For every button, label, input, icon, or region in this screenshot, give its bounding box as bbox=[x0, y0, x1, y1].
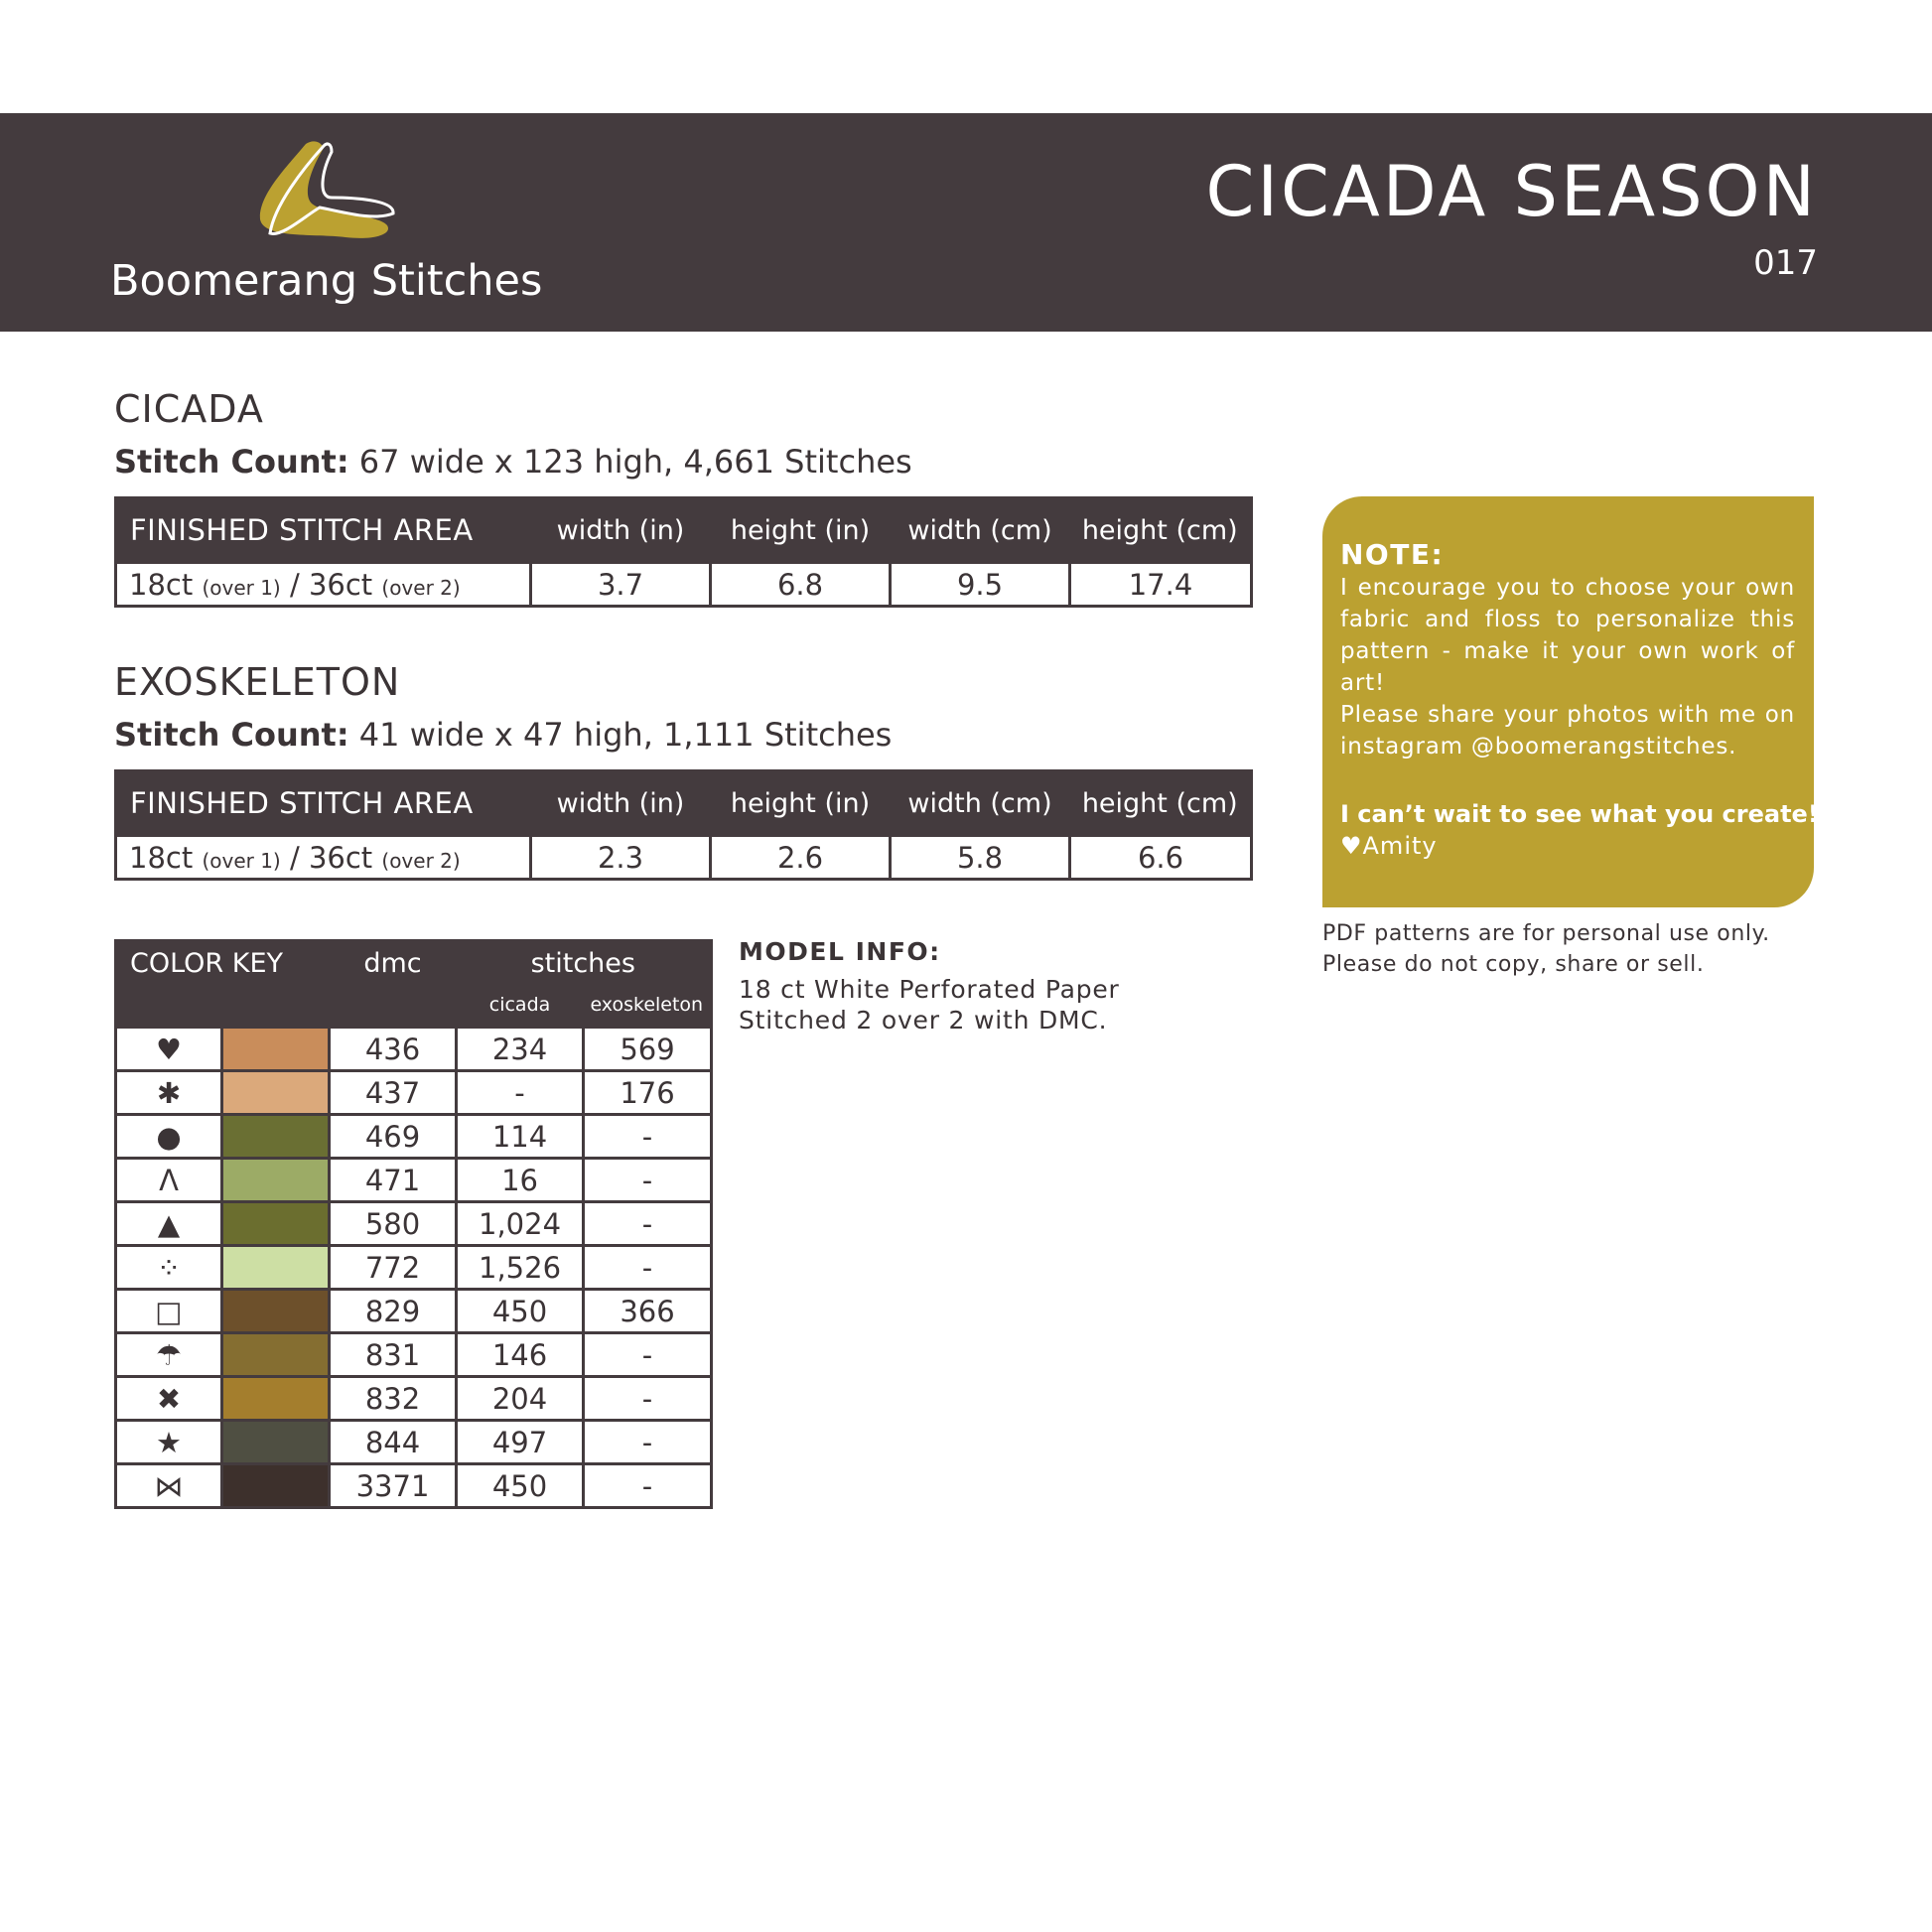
fabric-count-b: 36ct bbox=[308, 840, 373, 875]
table-cell: 2.6 bbox=[711, 836, 891, 880]
heart-icon: ♥ bbox=[116, 1028, 222, 1071]
table-header-row bbox=[116, 771, 1252, 836]
table-row bbox=[116, 1028, 712, 1071]
disclaimer-line: Please do not copy, share or sell. bbox=[1322, 952, 1705, 977]
color-swatch bbox=[222, 1028, 330, 1071]
exoskeleton-stitch-count: - bbox=[584, 1421, 712, 1464]
color-swatch bbox=[222, 1071, 330, 1115]
stitches-header: stitches bbox=[457, 941, 712, 985]
color-key-table bbox=[114, 939, 713, 1509]
table-row bbox=[116, 563, 1252, 607]
note-paragraph: Please share your photos with me on instagram @boomerangstitches. bbox=[1340, 702, 1795, 759]
cicada-stitch-count: 234 bbox=[457, 1028, 584, 1071]
table-cell: 6.8 bbox=[711, 563, 891, 607]
table-cell: 17.4 bbox=[1070, 563, 1252, 607]
exoskeleton-stitch-count: - bbox=[584, 1464, 712, 1508]
color-key-subheader-row bbox=[116, 984, 712, 1028]
circle-icon: ● bbox=[116, 1115, 222, 1159]
color-key-title: COLOR KEY bbox=[116, 941, 330, 985]
stitch-count-label: Stitch Count: bbox=[114, 716, 349, 754]
table-row bbox=[116, 1421, 712, 1464]
table-header: FINISHED STITCH AREA bbox=[116, 771, 531, 836]
mushroom-icon: ☂ bbox=[116, 1333, 222, 1377]
dmc-number: 831 bbox=[330, 1333, 457, 1377]
dmc-number: 436 bbox=[330, 1028, 457, 1071]
color-swatch bbox=[222, 1290, 330, 1333]
fabric-count-a-note: (over 1) bbox=[202, 575, 281, 600]
table-row bbox=[116, 1464, 712, 1508]
fabric-count-a-note: (over 1) bbox=[202, 848, 281, 873]
exoskeleton-stitch-count: 569 bbox=[584, 1028, 712, 1071]
fabric-count-b-note: (over 2) bbox=[381, 848, 461, 873]
color-swatch bbox=[222, 1464, 330, 1508]
table-header: width (in) bbox=[531, 771, 711, 836]
fabric-count-sep: / bbox=[289, 840, 300, 875]
table-header: height (cm) bbox=[1070, 771, 1252, 836]
cicada-stitch-count: 114 bbox=[457, 1115, 584, 1159]
finished-area-table-cicada bbox=[114, 496, 1253, 608]
exoskeleton-stitch-count: - bbox=[584, 1159, 712, 1202]
square-outline-icon: □ bbox=[116, 1290, 222, 1333]
table-cell: 3.7 bbox=[531, 563, 711, 607]
dmc-number: 580 bbox=[330, 1202, 457, 1246]
dmc-header: dmc bbox=[330, 941, 457, 985]
section-title-cicada: CICADA bbox=[114, 387, 264, 431]
fabric-count-cell bbox=[116, 563, 531, 607]
note-closing: I can’t wait to see what you create! bbox=[1340, 800, 1819, 828]
exoskeleton-stitch-count: - bbox=[584, 1377, 712, 1421]
stitch-count-cicada bbox=[114, 443, 912, 481]
table-row bbox=[116, 1246, 712, 1290]
model-info-title: MODEL INFO: bbox=[739, 937, 941, 966]
triangle-icon: ▲ bbox=[116, 1202, 222, 1246]
note-box bbox=[1322, 496, 1819, 907]
fabric-count-a: 18ct bbox=[129, 840, 194, 875]
table-header: width (cm) bbox=[891, 771, 1070, 836]
pattern-number: 017 bbox=[1753, 243, 1818, 283]
note-heading: NOTE: bbox=[1340, 538, 1445, 571]
fabric-count-b-note: (over 2) bbox=[381, 575, 461, 600]
table-row bbox=[116, 1159, 712, 1202]
table-header: width (cm) bbox=[891, 498, 1070, 563]
table-cell: 5.8 bbox=[891, 836, 1070, 880]
color-swatch bbox=[222, 1202, 330, 1246]
boomerang-logo-icon bbox=[256, 138, 400, 247]
color-swatch bbox=[222, 1115, 330, 1159]
dots-icon: ⁘ bbox=[116, 1246, 222, 1290]
lambda-icon: Λ bbox=[116, 1159, 222, 1202]
table-header: height (in) bbox=[711, 771, 891, 836]
table-cell: 2.3 bbox=[531, 836, 711, 880]
dmc-number: 471 bbox=[330, 1159, 457, 1202]
exoskeleton-stitch-count: 176 bbox=[584, 1071, 712, 1115]
color-swatch bbox=[222, 1159, 330, 1202]
dmc-number: 437 bbox=[330, 1071, 457, 1115]
brand-name: Boomerang Stitches bbox=[110, 256, 543, 306]
fabric-count-sep: / bbox=[289, 567, 300, 602]
table-row bbox=[116, 1115, 712, 1159]
cicada-stitch-count: 450 bbox=[457, 1464, 584, 1508]
color-key-header-row bbox=[116, 941, 712, 985]
table-row bbox=[116, 1290, 712, 1333]
table-row bbox=[116, 1333, 712, 1377]
exoskeleton-header: exoskeleton bbox=[584, 984, 712, 1028]
section-title-exoskeleton: EXOSKELETON bbox=[114, 660, 401, 704]
cicada-stitch-count: - bbox=[457, 1071, 584, 1115]
x-icon: ✖ bbox=[116, 1377, 222, 1421]
finished-area-table-exoskeleton bbox=[114, 769, 1253, 881]
dmc-number: 844 bbox=[330, 1421, 457, 1464]
stitch-count-label: Stitch Count: bbox=[114, 443, 349, 481]
note-paragraph: I encourage you to choose your own fabric and floss to personalize this pattern - make it your own work of art! bbox=[1340, 575, 1795, 696]
table-cell: 9.5 bbox=[891, 563, 1070, 607]
table-row bbox=[116, 1377, 712, 1421]
dmc-number: 772 bbox=[330, 1246, 457, 1290]
cicada-stitch-count: 146 bbox=[457, 1333, 584, 1377]
table-row bbox=[116, 1071, 712, 1115]
exoskeleton-stitch-count: - bbox=[584, 1246, 712, 1290]
color-swatch bbox=[222, 1421, 330, 1464]
table-header: height (in) bbox=[711, 498, 891, 563]
color-swatch bbox=[222, 1333, 330, 1377]
fabric-count-cell bbox=[116, 836, 531, 880]
table-row bbox=[116, 1202, 712, 1246]
page-title: CICADA SEASON bbox=[1205, 151, 1818, 232]
color-key-rows bbox=[116, 1028, 712, 1508]
dmc-number: 832 bbox=[330, 1377, 457, 1421]
color-swatch bbox=[222, 1246, 330, 1290]
dmc-number: 829 bbox=[330, 1290, 457, 1333]
note-signature: ♥Amity bbox=[1340, 832, 1438, 860]
model-info-line: Stitched 2 over 2 with DMC. bbox=[739, 1006, 1108, 1035]
table-cell: 6.6 bbox=[1070, 836, 1252, 880]
dmc-number: 3371 bbox=[330, 1464, 457, 1508]
cicada-stitch-count: 1,024 bbox=[457, 1202, 584, 1246]
table-row bbox=[116, 836, 1252, 880]
cicada-stitch-count: 1,526 bbox=[457, 1246, 584, 1290]
stitch-count-value: 41 wide x 47 high, 1,111 Stitches bbox=[358, 716, 893, 754]
cicada-stitch-count: 16 bbox=[457, 1159, 584, 1202]
exoskeleton-stitch-count: 366 bbox=[584, 1290, 712, 1333]
table-header: width (in) bbox=[531, 498, 711, 563]
exoskeleton-stitch-count: - bbox=[584, 1115, 712, 1159]
fabric-count-b: 36ct bbox=[308, 567, 373, 602]
cicada-header: cicada bbox=[457, 984, 584, 1028]
dmc-number: 469 bbox=[330, 1115, 457, 1159]
asterisk-icon: ✱ bbox=[116, 1071, 222, 1115]
table-header: height (cm) bbox=[1070, 498, 1252, 563]
cicada-stitch-count: 497 bbox=[457, 1421, 584, 1464]
color-swatch bbox=[222, 1377, 330, 1421]
cicada-stitch-count: 450 bbox=[457, 1290, 584, 1333]
model-info-line: 18 ct White Perforated Paper bbox=[739, 975, 1120, 1004]
stitch-count-value: 67 wide x 123 high, 4,661 Stitches bbox=[358, 443, 912, 481]
table-header: FINISHED STITCH AREA bbox=[116, 498, 531, 563]
table-header-row bbox=[116, 498, 1252, 563]
disclaimer-line: PDF patterns are for personal use only. bbox=[1322, 921, 1770, 946]
exoskeleton-stitch-count: - bbox=[584, 1202, 712, 1246]
star-icon: ★ bbox=[116, 1421, 222, 1464]
exoskeleton-stitch-count: - bbox=[584, 1333, 712, 1377]
fabric-count-a: 18ct bbox=[129, 567, 194, 602]
bowtie-icon: ⋈ bbox=[116, 1464, 222, 1508]
stitch-count-exoskeleton bbox=[114, 716, 892, 754]
cicada-stitch-count: 204 bbox=[457, 1377, 584, 1421]
